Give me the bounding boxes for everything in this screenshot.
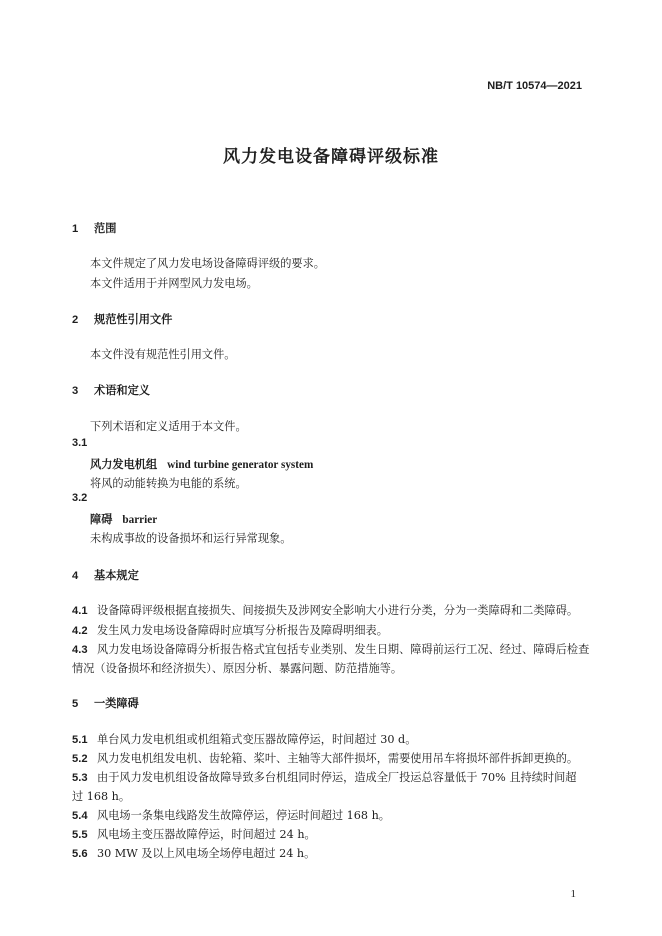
clause: 5.1 单台风力发电机组或机组箱式变压器故障停运，时间超过 30 d。 (72, 733, 417, 746)
paragraph: 下列术语和定义适用于本文件。 (90, 420, 247, 433)
clause: 5.4 风电场一条集电线路发生故障停运，停运时间超过 168 h。 (72, 809, 390, 822)
section-heading-class-one: 5 一类障碍 (72, 697, 139, 710)
term-number: 3.2 (72, 492, 88, 504)
clause: 4.2 发生风力发电场设备障碍时应填写分析报告及障碍明细表。 (72, 624, 388, 637)
clause: 4.1 设备障碍评级根据直接损失、间接损失及涉网安全影响大小进行分类，分为一类障碍和二类障碍。 (72, 604, 579, 617)
paragraph: 本文件没有规范性引用文件。 (90, 348, 236, 361)
term-entry: 风力发电机组 wind turbine generator system (90, 458, 314, 471)
section-heading-basic-provisions: 4 基本规定 (72, 569, 139, 582)
paragraph: 本文件规定了风力发电场设备障碍评级的要求。 (90, 257, 325, 270)
term-number: 3.1 (72, 437, 88, 449)
clause: 5.6 30 MW 及以上风电场全场停电超过 24 h。 (72, 847, 316, 860)
paragraph: 本文件适用于并网型风力发电场。 (90, 277, 258, 290)
section-heading-normative-references: 2 规范性引用文件 (72, 313, 173, 326)
page-title: 风力发电设备障碍评级标准 (223, 147, 439, 167)
term-definition: 未构成事故的设备损坏和运行异常现象。 (90, 532, 292, 545)
term-entry: 障碍 barrier (90, 513, 158, 526)
page-number: 1 (570, 888, 576, 900)
clause-continuation: 过 168 h。 (72, 790, 131, 803)
clause: 4.3 风力发电场设备障碍分析报告格式宜包括专业类别、发生日期、障碍前运行工况、经过、障碍后检查 (72, 643, 590, 656)
term-definition: 将风的动能转换为电能的系统。 (90, 477, 247, 490)
clause-continuation: 情况（设备损坏和经济损失）、原因分析、暴露问题、防范措施等。 (72, 662, 403, 675)
standard-number: NB/T 10574—2021 (487, 80, 582, 92)
clause: 5.3 由于风力发电机组设备故障导致多台机组同时停运，造成全厂投运总容量低于 70% 且持续时间超 (72, 771, 577, 784)
clause: 5.5 风电场主变压器故障停运，时间超过 24 h。 (72, 828, 316, 841)
section-heading-scope: 1 范围 (72, 222, 117, 235)
clause: 5.2 风力发电机组发电机、齿轮箱、桨叶、主轴等大部件损坏，需要使用吊车将损坏部件拆卸更换的。 (72, 752, 579, 765)
section-heading-terms: 3 术语和定义 (72, 384, 150, 397)
